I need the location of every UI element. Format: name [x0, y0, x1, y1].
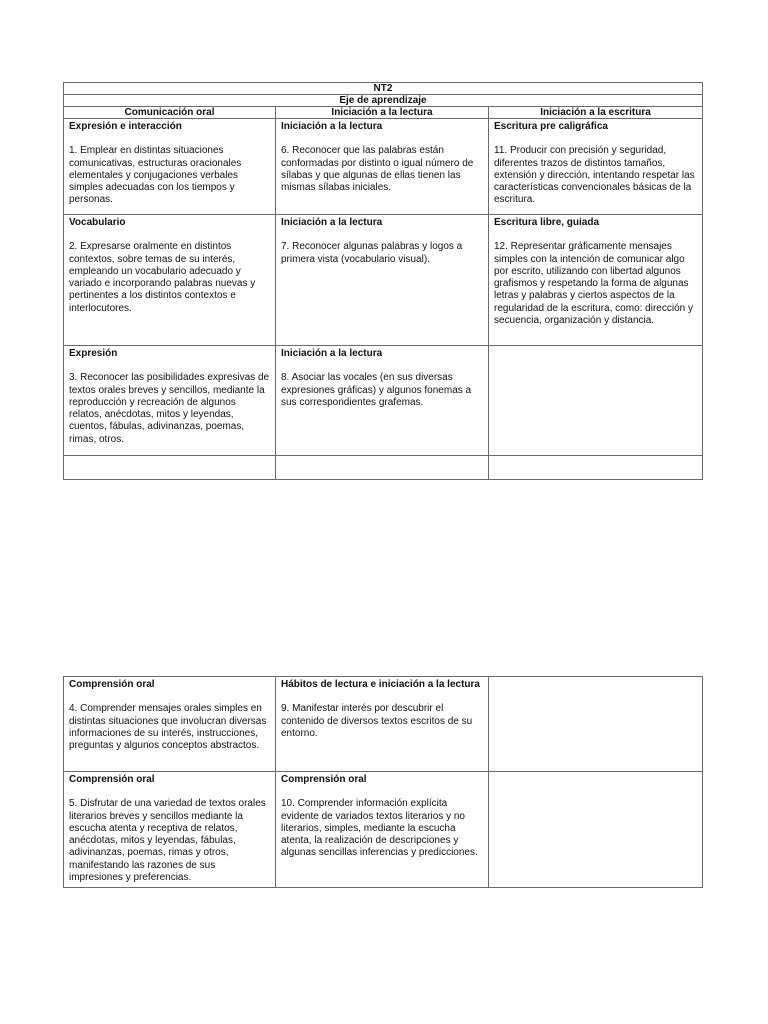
level-header: NT2 [64, 83, 703, 95]
cell-text: 3. Reconocer las posibilidades expresivas de textos orales breves y sencillos, mediante la reproducción y recreación de algunos relatos, anécdotas, mitos y leyendas, cuentos, fábulas, adivinanzas, poemas, rimas, otros. [69, 372, 270, 445]
cell-title: Comprensión oral [69, 774, 155, 785]
table-cell [64, 346, 276, 456]
table-row [64, 456, 703, 480]
cell-title: Hábitos de lectura e iniciación a la lectura [281, 679, 480, 690]
empty-cell [64, 456, 276, 480]
axis-header: Eje de aprendizaje [64, 95, 703, 107]
cell-text: 9. Manifestar interés por descubrir el contenido de diversos textos escritos de su entorno. [281, 703, 473, 739]
column-header-reading: Iniciación a la lectura [276, 107, 489, 119]
cell-title: Iniciación a la lectura [281, 121, 383, 132]
table-cell [276, 677, 489, 772]
cell-title: Vocabulario [69, 217, 126, 228]
cell-text: 4. Comprender mensajes orales simples en distintas situaciones que involucran diversas informaciones de su interés, instrucciones, preguntas y algunos conceptos abstractos. [69, 703, 267, 752]
table-cell [276, 119, 489, 215]
cell-title: Iniciación a la lectura [281, 348, 383, 359]
table-cell [276, 772, 489, 888]
table-cell [489, 119, 703, 215]
curriculum-table-bottom [63, 676, 703, 888]
empty-cell [489, 346, 703, 456]
empty-cell [276, 456, 489, 480]
empty-cell [489, 677, 703, 772]
cell-text: 2. Expresarse oralmente en distintos contextos, sobre temas de su interés, empleando un vocabulario adecuado y variado e incorporando palabras nuevas y pertinentes a los distintos contextos e interlocutores. [69, 241, 256, 314]
table-row [64, 119, 703, 215]
column-header-oral: Comunicación oral [64, 107, 276, 119]
cell-text: 1. Emplear en distintas situaciones comunicativas, estructuras oracionales elementales y conjugaciones verbales simples adecuadas con los tiempos y personas. [69, 145, 242, 206]
cell-text: 6. Reconocer que las palabras están conformadas por distinto o igual número de sílabas y que algunas de ellas tienen las mismas sílabas iniciales. [281, 145, 474, 194]
cell-title: Escritura pre caligráfica [494, 121, 608, 132]
cell-title: Expresión [69, 348, 118, 359]
cell-text: 7. Reconocer algunas palabras y logos a primera vista (vocabulario visual). [281, 241, 463, 265]
cell-text: 10. Comprender información explícita evidente de variados textos literarios y no literarios, simples, mediante la escucha atenta, la realización de descripciones y algunas sencillas inferencias y predicciones. [281, 798, 478, 859]
table-cell [64, 772, 276, 888]
cell-text: 11. Producir con precisión y seguridad, diferentes trazos de distintos tamaños, extensión y dirección, intentando respetar las características convencionales básicas de la escritura. [494, 145, 695, 206]
cell-text: 8. Asociar las vocales (en sus diversas expresiones gráficas) y algunos fonemas a sus correspondientes grafemas. [281, 372, 472, 408]
table-cell [276, 346, 489, 456]
table-cell [64, 677, 276, 772]
table-cell [64, 119, 276, 215]
cell-text: 5. Disfrutar de una variedad de textos orales literarios breves y sencillos mediante la escucha atenta y receptiva de relatos, anécdotas, mitos y leyendas, fábulas, adivinanzas, poemas, rimas y otros, manifestando las razones de sus impresiones y preferencias. [69, 798, 266, 884]
cell-title: Iniciación a la lectura [281, 217, 383, 228]
table-cell [64, 215, 276, 346]
table-row [64, 772, 703, 888]
cell-title: Comprensión oral [69, 679, 155, 690]
table-cell [276, 215, 489, 346]
cell-text: 12. Representar gráficamente mensajes simples con la intención de comunicar algo por escrito, utilizando con libertad algunos grafismos y respetando la forma de algunas letras y palabras y ciertos aspectos de la regularidad de la escritura, como: dirección y secuencia, organización y distancia. [494, 241, 693, 327]
table-row [64, 346, 703, 456]
empty-cell [489, 456, 703, 480]
curriculum-table-top [63, 82, 703, 480]
column-header-writing: Iniciación a la escritura [489, 107, 703, 119]
table-row [64, 215, 703, 346]
table-cell [489, 215, 703, 346]
cell-title: Expresión e interacción [69, 121, 182, 132]
table-row [64, 677, 703, 772]
cell-title: Comprensión oral [281, 774, 367, 785]
cell-title: Escritura libre, guiada [494, 217, 600, 228]
empty-cell [489, 772, 703, 888]
